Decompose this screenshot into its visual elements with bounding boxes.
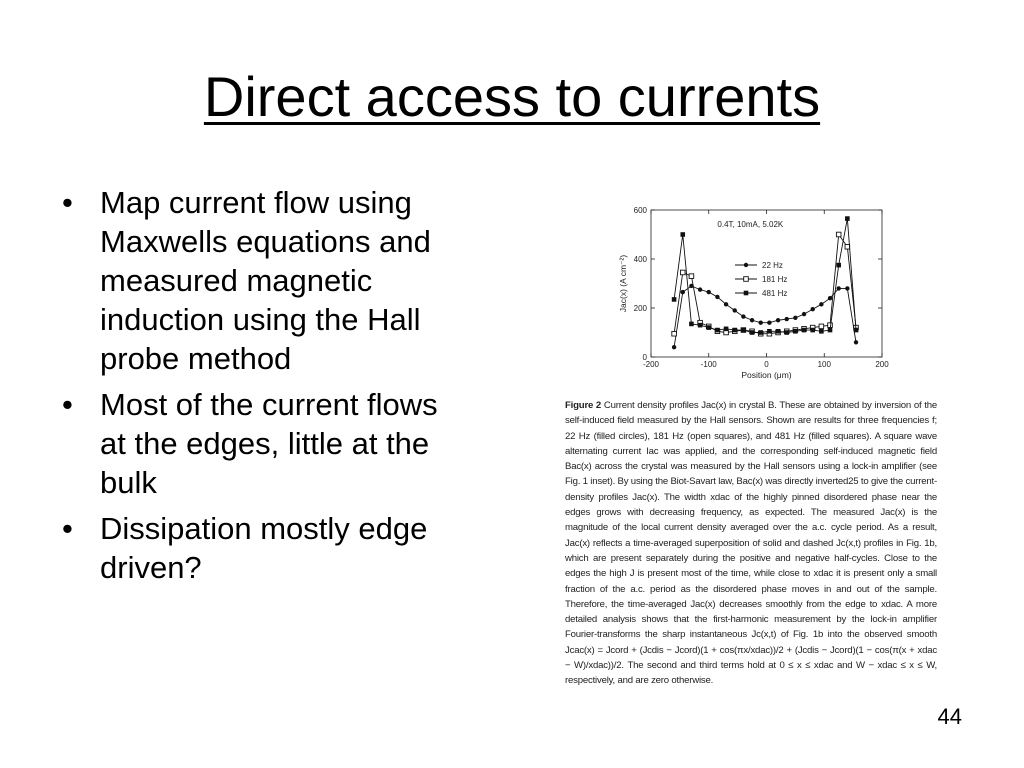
- y-tick-label: 400: [633, 255, 647, 264]
- data-point: [672, 345, 676, 349]
- data-point: [689, 274, 694, 279]
- data-point: [758, 330, 763, 335]
- data-point: [680, 270, 685, 275]
- data-point: [845, 244, 850, 249]
- data-point: [793, 329, 798, 334]
- bullet-item: • Dissipation mostly edge driven?: [58, 509, 458, 587]
- data-point: [819, 329, 824, 334]
- data-point: [854, 340, 858, 344]
- data-point: [836, 286, 840, 290]
- legend-marker: [744, 277, 749, 282]
- data-point: [741, 328, 746, 333]
- data-point: [672, 331, 677, 336]
- data-point: [802, 328, 807, 333]
- data-point: [707, 290, 711, 294]
- data-point: [750, 318, 754, 322]
- data-point: [819, 302, 823, 306]
- caption-text: Current density profiles Jac(x) in crystal B. These are obtained by inversion of the self-induced field measured by the Hall sensors. Shown are results for three frequencies f; 22 Hz (filled circles), 181 Hz (open squares), and 481 Hz (filled squares). A square wave alternating current Iac was applied, and the corresponding self-induced magnetic field Bac(x) across the crystal was measured by the Hall sensors using a lock-in amplifier (see Fig. 1 inset). By using the Biot-Savart law, Bac(x) was directly inverted25 to give the current-density profiles Jac(x). The width xdac of the highly pinned disordered phase near the edges grows with decreasing frequency, as expected. The measured Jac(x) is the magnitude of the local current density averaged over the a.c. cycle period. As a result, Jac(x) reflects a time-averaged superposition of solid and dashed Jc(x,t) profiles in Fig. 1b, which are present separately during the positive and negative half-cycles. Close to the edges the high J is present most of the time, while close to xdac it is present only a small fraction of the a.c. period as the disordered phase moves in and out of the sample. Therefore, the time-averaged Jac(x) decreases smoothly from the edge to xdac. A more detailed analysis shows that the first-harmonic measurement by the lock-in amplifier Fourier-transforms the sharp instantaneous Jc(x,t) of Fig. 1b into the observed smooth Jcac(x) = Jcord + (Jcdis − Jcord)(1 + cos(πx/xdac))/2 + (Jcdis − Jcord)(1 − cos(π(x + xdac − W)/xdac))/2. The second and third terms hold at 0 ≤ x ≤ xdac and W − xdac ≤ x ≤ W, respectively, and are zero otherwise.: [565, 400, 937, 686]
- data-point: [680, 232, 685, 237]
- bullet-list: [58, 183, 458, 594]
- data-point: [793, 316, 797, 320]
- y-axis-label: Jac(x) (A cm⁻²): [618, 254, 628, 313]
- data-point: [724, 327, 729, 332]
- figure-caption: [565, 398, 937, 686]
- x-tick-label: 0: [764, 360, 769, 369]
- x-tick-label: -100: [700, 360, 717, 369]
- data-point: [672, 297, 677, 302]
- data-point: [845, 216, 850, 221]
- slide-title-text: Direct access to currents: [203, 65, 821, 128]
- series-line: [674, 235, 856, 334]
- x-tick-label: -200: [642, 360, 660, 369]
- chart-annotation: 0.4T, 10mA, 5.02K: [717, 220, 784, 229]
- data-point: [828, 328, 833, 333]
- data-point: [776, 318, 780, 322]
- data-point: [689, 322, 694, 327]
- legend-label: 22 Hz: [762, 261, 783, 270]
- data-point: [732, 328, 737, 333]
- data-point: [819, 324, 824, 329]
- data-point: [750, 330, 755, 335]
- data-point: [854, 328, 859, 333]
- data-point: [836, 232, 841, 237]
- data-point: [715, 295, 719, 299]
- data-point: [741, 314, 745, 318]
- y-tick-label: 200: [633, 304, 647, 313]
- data-point: [785, 317, 789, 321]
- bullet-item: • Most of the current flows at the edges, little at the bulk: [58, 385, 458, 502]
- data-point: [733, 308, 737, 312]
- data-point: [776, 329, 781, 334]
- data-point: [828, 296, 832, 300]
- data-point: [784, 330, 789, 335]
- legend-marker: [744, 291, 749, 296]
- data-point: [802, 312, 806, 316]
- data-point: [767, 329, 772, 334]
- x-tick-label: 200: [875, 360, 889, 369]
- current-density-chart: [560, 196, 942, 396]
- data-point: [681, 290, 685, 294]
- x-tick-label: 100: [817, 360, 831, 369]
- bullet-item: • Map current flow using Maxwells equations and measured magnetic induction using the Hall probe method: [58, 183, 458, 378]
- y-tick-label: 600: [633, 206, 647, 215]
- data-point: [836, 263, 841, 268]
- legend-marker: [744, 263, 748, 267]
- y-tick-label: 0: [642, 353, 647, 362]
- x-axis-label: Position (μm): [741, 370, 792, 380]
- data-point: [810, 328, 815, 333]
- data-point: [767, 321, 771, 325]
- data-point: [715, 328, 720, 333]
- data-point: [759, 321, 763, 325]
- data-point: [698, 323, 703, 328]
- page-number: 44: [937, 704, 962, 729]
- caption-label: Figure 2: [565, 400, 602, 411]
- legend-label: 181 Hz: [762, 275, 788, 284]
- data-point: [845, 286, 849, 290]
- data-point: [811, 307, 815, 311]
- data-point: [724, 302, 728, 306]
- data-point: [698, 287, 702, 291]
- legend-label: 481 Hz: [762, 289, 788, 298]
- data-point: [706, 325, 711, 330]
- slide-title: [0, 62, 1024, 132]
